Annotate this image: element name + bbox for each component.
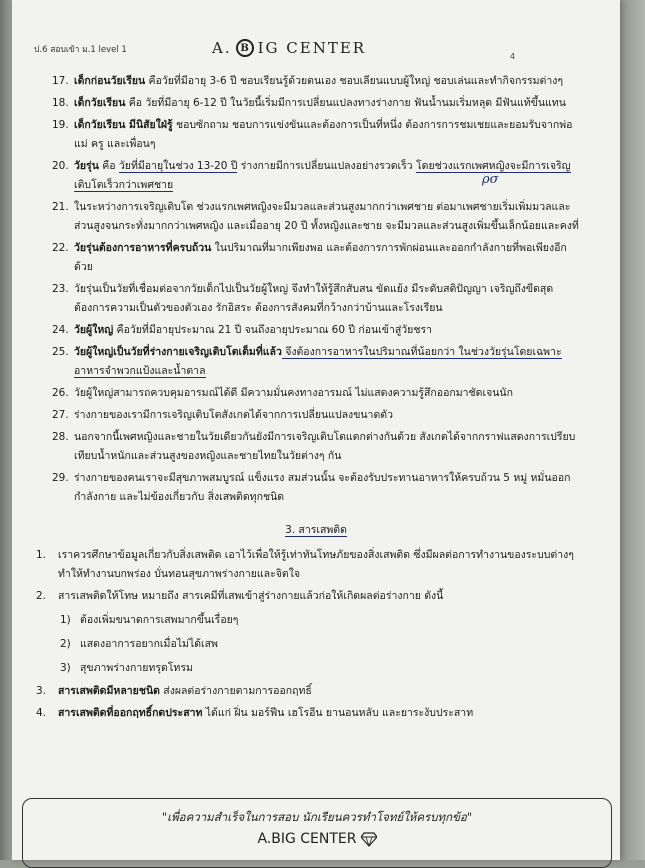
- list-item: [12, 198, 620, 236]
- list-item: [12, 469, 620, 507]
- list-item: [12, 72, 620, 91]
- sub-item-text: สุขภาพร่างกายทรุดโทรม: [80, 662, 193, 674]
- document-page: [12, 0, 620, 860]
- page-number: 4: [510, 52, 516, 61]
- item-bold: วัยผู้ใหญ่เป็นวัยที่ร่างกายเจริญเติบโตเต็มที่แล้ว: [74, 346, 282, 358]
- item-text: ส่งผลต่อร่างกายตามการออกฤทธิ์: [159, 685, 312, 697]
- handwritten-annotation: ρσ: [482, 172, 499, 187]
- item-bold: เด็กวัยเรียน มีนิสัยใฝ่รู้: [74, 119, 173, 131]
- diamond-icon: [361, 831, 377, 847]
- item-number: 29.: [52, 472, 69, 484]
- list-item: [12, 428, 620, 466]
- sub-item-number: 2): [60, 638, 71, 650]
- item-text: คือวัยที่มีอายุ 3-6 ปี ชอบเรียนรู้ด้วยตนเอง ชอบเลียนแบบผู้ใหญ่ ชอบเล่นและทำกิจกรรมต่างๆ: [145, 75, 564, 87]
- list-item: [12, 343, 620, 381]
- level-label: ป.6 สอบเข้า ม.1 level 1: [34, 45, 127, 55]
- item-bold: วัยรุ่นต้องการอาหารที่ครบถ้วน: [74, 242, 212, 254]
- item-text: ในระหว่างการเจริญเติบโต ช่วงแรกเพศหญิงจะมีมวลและส่วนสูงมากกว่าเพศชาย ต่อมาเพศชายเริ่มเพิ่มมวลและส่วนสูงจนกระทั่งมากกว่าเพศหญิง และเมื่ออายุ 20 ปี ทั้งหญิงและชาย จะมีมวลและส่วนสูงเพิ่มขึ้นเล็กน้อยและคงที่: [74, 201, 579, 232]
- item-number: 4.: [36, 707, 47, 719]
- item-text: ร่างกายของคนเราจะมีสุขภาพสมบูรณ์ แข็งแรง สมส่วนนั้น จะต้องรับประทานอาหารให้ครบถ้วน 5 หมู่ หมั่นออกกำลังกาย และไม่ข้องเกี่ยวกับ สิ่งเสพติดทุกชนิด: [74, 472, 571, 503]
- item-text: คือวัยที่มีอายุประมาณ 21 ปี จนถึงอายุประมาณ 60 ปี ก่อนเข้าสู่วัยชรา: [113, 324, 432, 336]
- sub-item-text: ต้องเพิ่มขนาดการเสพมากขึ้นเรื่อยๆ: [80, 614, 239, 626]
- section-title: [12, 521, 620, 540]
- item-text: นอกจากนี้เพศหญิงและชายในวัยเดียวกันยังมีการเจริญเติบโตแตกต่างกันด้วย สังเกตได้จากกราฟแสดงการเปรียบเทียบน้ำหนักและส่วนสูงของหญิงและชายไทยในวัยต่างๆ กัน: [74, 431, 576, 462]
- footer-box: [22, 798, 612, 868]
- list-item: [12, 116, 620, 154]
- footer-slogan: "เพื่อความสำเร็จในการสอบ นักเรียนควรทำโจทย์ให้ครบทุกข้อ": [161, 810, 473, 824]
- footer-brand-text: A.BIG CENTER: [257, 831, 357, 847]
- page-header: [12, 36, 620, 64]
- section-item: [12, 587, 620, 606]
- content: [12, 72, 620, 726]
- sub-item: [12, 634, 620, 654]
- item-bold: เด็กวัยเรียน: [74, 97, 126, 109]
- item-bold: สารเสพติดมีหลายชนิด: [58, 685, 160, 697]
- item-text: วัยผู้ใหญ่สามารถควบคุมอารมณ์ได้ดี มีความมั่นคงทางอารมณ์ ไม่แสดงความรู้สึกออกมาชัดเจนนัก: [74, 387, 513, 399]
- sub-item: [12, 658, 620, 678]
- sub-item-number: 1): [60, 614, 71, 626]
- item-number: 25.: [52, 346, 69, 358]
- item-text: ได้แก่ ฝิ่น มอร์ฟีน เฮโรอีน ยานอนหลับ และยาระงับประสาท: [202, 707, 474, 719]
- item-number: 26.: [52, 387, 69, 399]
- item-number: 17.: [52, 75, 69, 87]
- sub-item: [12, 610, 620, 630]
- list-item: [12, 384, 620, 403]
- item-number: 27.: [52, 409, 69, 421]
- item-number: 23.: [52, 283, 69, 295]
- item-number: 18.: [52, 97, 69, 109]
- footer-brand: [23, 831, 611, 847]
- section-item: [12, 682, 620, 701]
- item-text: ชอบซักถาม ชอบการแข่งขันและต้องการเป็นที่หนึ่ง ต้องการการชมเชยและยอมรับจากพ่อแม่ ครู และเพื่อนๆ: [74, 119, 573, 150]
- section-item: [12, 704, 620, 723]
- item-bold: วัยรุ่น: [74, 160, 99, 172]
- item-text: เราควรศึกษาข้อมูลเกี่ยวกับสิ่งเสพติด เอาไว้เพื่อให้รู้เท่าทันโทษภัยของสิ่งเสพติด ซึ่งมีผลต่อการทำงานของระบบต่างๆ ทำให้ทำงานบกพร่อง บั่นทอนสุขภาพร่างกายและจิตใจ: [58, 549, 574, 580]
- item-bold: วัยผู้ใหญ่: [74, 324, 114, 336]
- list-item: [12, 321, 620, 340]
- item-bold: สารเสพติดที่ออกฤทธิ์กดประสาท: [58, 707, 203, 719]
- logo: [212, 36, 366, 60]
- sub-item-number: 3): [60, 662, 71, 674]
- item-text: สารเสพติดให้โทษ หมายถึง สารเคมีที่เสพเข้าสู่ร่างกายแล้วก่อให้เกิดผลต่อร่างกาย ดังนี้: [58, 590, 444, 602]
- item-number: 3.: [36, 685, 47, 697]
- underlined-text: จึงต้องการอาหารในปริมาณที่น้อยกว่า ในช่วงวัยรุ่นโดยเฉพาะอาหารจำพวกแป้งและน้ำตาล: [74, 346, 562, 377]
- item-text: คือ วัยที่มีอายุ 6-12 ปี ในวัยนี้เริ่มมีการเปลี่ยนแปลงทางร่างกาย ฟันน้ำนมเริ่มหลุด มีฟันแท้ขึ้นแทน: [125, 97, 566, 109]
- item-number: 21.: [52, 201, 69, 213]
- logo-circle-b: B: [236, 39, 254, 57]
- item-number: 28.: [52, 431, 69, 443]
- item-text: ร่างกายมีการเปลี่ยนแปลงอย่างรวดเร็ว: [237, 160, 416, 172]
- item-text: ในปริมาณที่มากเพียงพอ และต้องการการพักผ่อนและออกกำลังกายที่พอเพียงอีกด้วย: [74, 242, 567, 273]
- item-number: 19.: [52, 119, 69, 131]
- section-title-text: 3. สารเสพติด: [285, 524, 347, 536]
- item-number: 2.: [36, 590, 47, 602]
- section-item: [12, 546, 620, 584]
- list-item: [12, 94, 620, 113]
- sub-item-text: แสดงอาการอยากเมื่อไม่ได้เสพ: [80, 638, 218, 650]
- logo-suffix: IG CENTER: [257, 39, 367, 57]
- list-item: [12, 406, 620, 425]
- underlined-text: โดยช่วงแรกเพศหญิงจะมีการเจริญเติบโตเร็วกว่าเพศชาย: [74, 160, 571, 191]
- list-item: [12, 280, 620, 318]
- list-item: [12, 239, 620, 277]
- item-text: วัยรุ่นเป็นวัยที่เชื่อมต่อจากวัยเด็กไปเป็นวัยผู้ใหญ่ จึงทำให้รู้สึกสับสน ขัดแย้ง มีระดับสติปัญญา เจริญถึงขีดสุด ต้องการความเป็นตัวของตัวเอง รักอิสระ ต้องการสังคมที่กว้างกว่าบ้านและโรงเรียน: [74, 283, 554, 314]
- logo-prefix: A.: [212, 39, 232, 57]
- item-number: 20.: [52, 160, 69, 172]
- list-item: [12, 157, 620, 195]
- item-bold: เด็กก่อนวัยเรียน: [74, 75, 146, 87]
- item-number: 24.: [52, 324, 69, 336]
- item-number: 1.: [36, 549, 47, 561]
- underlined-text: วัยที่มีอายุในช่วง 13-20 ปี: [118, 160, 238, 172]
- item-text: ร่างกายของเรามีการเจริญเติบโตสังเกตได้จากการเปลี่ยนแปลงขนาดตัว: [74, 409, 393, 421]
- item-text: คือ: [98, 160, 119, 172]
- item-number: 22.: [52, 242, 69, 254]
